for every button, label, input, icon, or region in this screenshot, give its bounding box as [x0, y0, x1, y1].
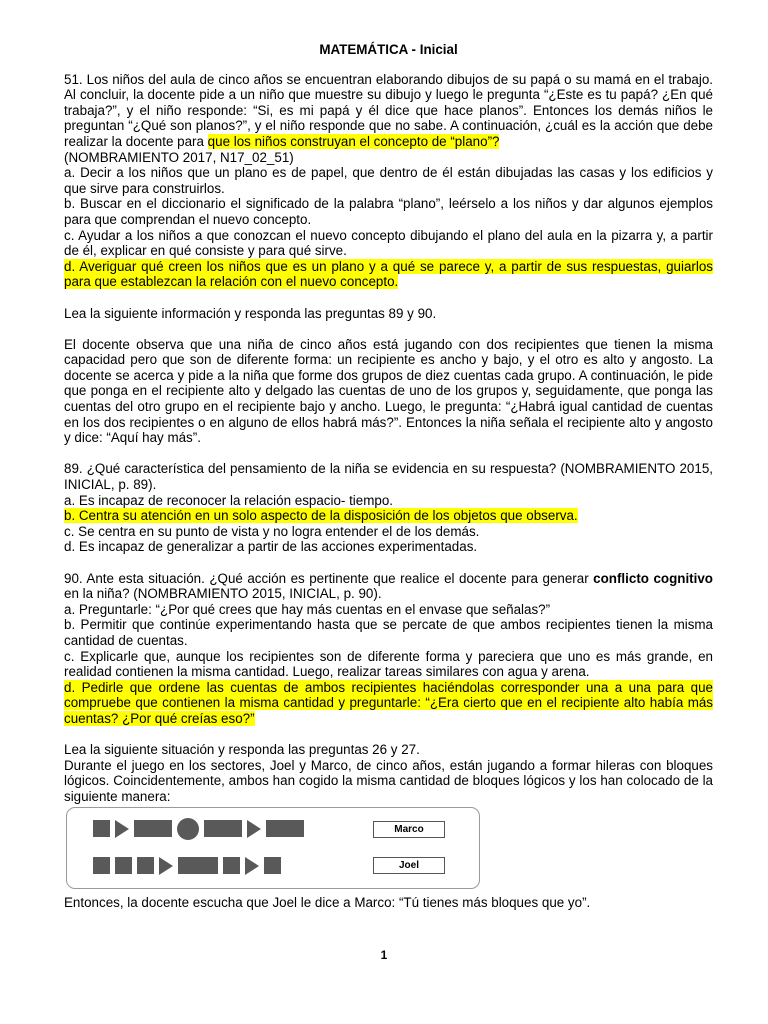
question-89-option-c: c. Se centra en su punto de vista y no logra entender el de los demás. [64, 523, 480, 539]
question-51-option-c: c. Ayudar a los niños a que conozcan el nuevo concepto dibujando el plano del aula en la pizarra y, a partir de él, explicar en qué consiste y para qué sirve. [64, 227, 713, 259]
question-90-option-d [64, 680, 713, 727]
question-90-stem-text: 90. Ante esta situación. ¿Qué acción es pertinente que realice el docente para generar [64, 570, 594, 586]
question-51-option-d [64, 259, 713, 290]
triangle-block [245, 857, 259, 875]
square-block [137, 857, 154, 874]
square-block [93, 820, 110, 837]
question-90-option-c: c. Explicarle que, aunque los recipientes son de diferente forma y pareciera que uno es más grande, en realidad contienen la misma cantidad. Luego, realizar tareas similares con agua y arena. [64, 648, 713, 680]
square-block [93, 857, 110, 874]
blocks-figure [66, 807, 480, 889]
rectangle-block [134, 820, 172, 837]
question-89-option-d: d. Es incapaz de generalizar a partir de las acciones experimentadas. [64, 539, 478, 555]
question-90-stem [64, 571, 713, 602]
document-page [64, 42, 713, 910]
question-89-option-b [64, 508, 713, 524]
question-90-option-a: a. Preguntarle: “¿Por qué crees que hay más cuentas en el envase que señalas?” [64, 601, 551, 617]
question-90-option-b: b. Permitir que continúe experimentando hasta que se percate de que ambos recipientes tienen la misma cantidad de cuentas. [64, 617, 713, 648]
question-51-option-b: b. Buscar en el diccionario el significado de la palabra “plano”, leérselo a los niños y dar algunos ejemplos para que comprendan el nuevo concepto. [64, 196, 713, 227]
question-90-stem-end: en la niña? (NOMBRAMIENTO 2015, INICIAL, p. 90). [64, 586, 382, 602]
triangle-block [247, 820, 261, 838]
question-51-answer-highlight: d. Averiguar qué creen los niños que es un plano y a qué se parece y, a partir de sus respuestas, guiarlos para que establezcan la relación con el nuevo concepto. [64, 258, 713, 290]
rectangle-block [204, 820, 242, 837]
context-26-27: Durante el juego en los sectores, Joel y Marco, de cinco años, están jugando a formar hileras con bloques lógicos. Coincidentemente, ambos han cogido la misma cantidad de bloques lógicos y los han colocado de la siguiente manera: [64, 757, 713, 804]
question-89-stem: 89. ¿Qué característica del pensamiento de la niña se evidencia en su respuesta? (NOMBRAMIENTO 2015, INICIAL, p. 89). [64, 461, 713, 493]
question-51-stem [64, 72, 713, 150]
question-51-option-a: a. Decir a los niños que un plano es de papel, que dentro de él están dibujadas las casas y los edificios y que sirve para construirlos. [64, 165, 713, 196]
question-90-answer-highlight: d. Pedirle que ordene las cuentas de ambos recipientes haciéndolas corresponder una a una para que compruebe que contienen la misma cantidad y preguntarle: “¿Era cierto que en el recipiente alto había más cuentas? ¿Por qué creías eso?” [64, 679, 713, 726]
closing-statement: Entonces, la docente escucha que Joel le dice a Marco: “Tú tienes más bloques que yo”. [64, 894, 591, 910]
question-89-answer-highlight: b. Centra su atención en un solo aspecto de la disposición de los objetos que observa. [64, 508, 578, 524]
marco-label: Marco [373, 821, 445, 838]
circle-block [177, 818, 199, 840]
question-51-source: (NOMBRAMIENTO 2017, N17_02_51) [64, 149, 294, 165]
square-block [264, 857, 281, 874]
square-block [115, 857, 132, 874]
joel-blocks-row [93, 856, 286, 876]
triangle-block [159, 857, 173, 875]
rectangle-block [178, 857, 218, 874]
intro-89-90: Lea la siguiente información y responda las preguntas 89 y 90. [64, 305, 437, 321]
rectangle-block [266, 820, 304, 837]
question-90-bold-term: conflicto cognitivo [593, 570, 713, 586]
page-number: 1 [380, 948, 388, 962]
question-89-option-a: a. Es incapaz de reconocer la relación espacio- tiempo. [64, 492, 393, 508]
document-title: MATEMÁTICA - Inicial [319, 42, 458, 57]
question-51-highlight: que los niños construyan el concepto de “plano”? [207, 133, 500, 149]
square-block [223, 857, 240, 874]
joel-label: Joel [373, 857, 445, 874]
intro-26-27: Lea la siguiente situación y responda las preguntas 26 y 27. [64, 742, 420, 758]
triangle-block [115, 820, 129, 838]
marco-blocks-row [93, 819, 309, 839]
question-51-stem-text: 51. Los niños del aula de cinco años se encuentran elaborando dibujos de su papá o su mamá en el trabajo. Al concluir, la docente pide a un niño que muestre su dibujo y luego le pregunta “¿Este es tu papá? ¿En qué trabaja?”, y el niño responde: “Si, es mi papá y él dice que hace planos”. Entonces los demás niños le preguntan “¿Qué son planos?”, y el niño responde que no sabe. A continuación, ¿cuál es la acción que debe realizar la docente para [64, 71, 713, 149]
context-89-90: El docente observa que una niña de cinco años está jugando con dos recipientes que tienen la misma capacidad pero que son de diferente forma: un recipiente es ancho y bajo, y el otro es alto y angosto. La docente se acerca y pide a la niña que forme dos grupos de diez cuentas cada grupo. A continuación, le pide que ponga en el recipiente alto y delgado las cuentas de uno de los grupos y, seguidamente, que ponga las cuentas del otro grupo en el recipiente bajo y ancho. Luego, le pregunta: “¿Habrá igual cantidad de cuentas en los dos recipientes o en alguno de ellos habrá más?”. Entonces la niña señala el recipiente alto y angosto y dice: “Aquí hay más”. [64, 336, 713, 446]
